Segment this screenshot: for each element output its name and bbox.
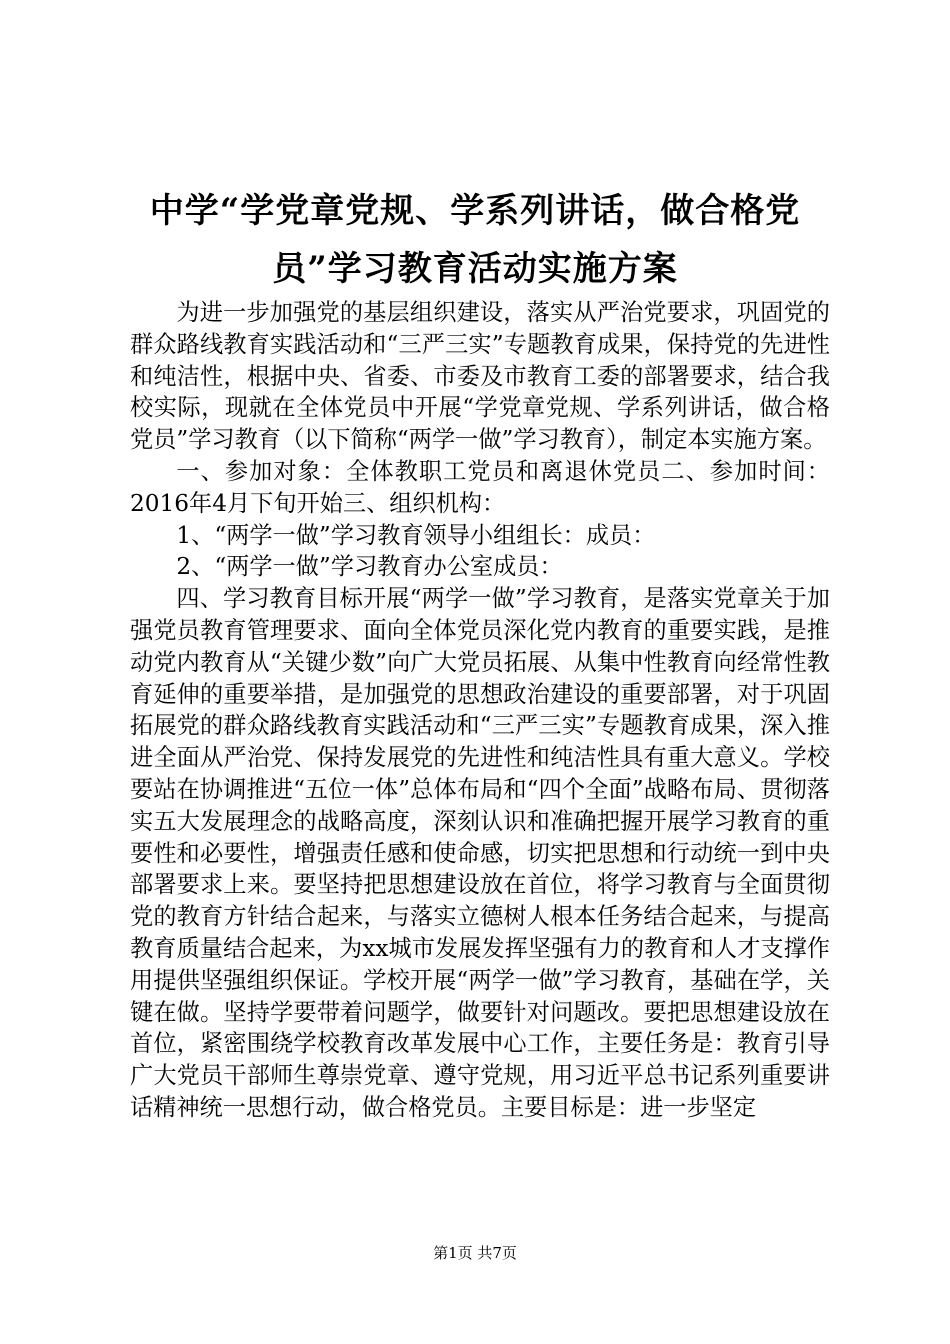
document-title: 中学“学党章党规、学系列讲话，做合格党员”学习教育活动实施方案 [149,191,801,289]
paragraph-goals: 四、学习教育目标开展“两学一做”学习教育，是落实党章关于加强党员教育管理要求、面向全体党员深化党内教育的重要实践，是推动党内教育从“关键少数”向广大党员拓展、从集中性教育向经常性教育延伸的重要举措，是加强党的思想政治建设的重要部署，对于巩固拓展党的群众路线教育实践活动和“三严三实”专题教育成果，深入推进全面从严治党、保持发展党的先进性和纯洁性具有重大意义。学校要站在协调推进“五位一体”总体布局和“四个全面”战略布局、贯彻落实五大发展理念的战略高度，深刻认识和准确把握开展学习教育的重要性和必要性，增强责任感和使命感，切实把思想和行动统一到中央部署要求上来。要坚持把思想建设放在首位，将学习教育与全面贯彻党的教育方针结合起来，与落实立德树人根本任务结合起来，与提高教育质量结合起来，为xx城市发展发挥坚强有力的教育和人才支撑作用提供坚强组织保证。学校开展“两学一做”学习教育，基础在学，关键在做。坚持学要带着问题学，做要针对问题改。要把思想建设放在首位，紧密围绕学校教育改革发展中心工作，主要任务是：教育引导广大党员干部师生尊崇党章、遵守党规，用习近平总书记系列重要讲话精神统一思想行动，做合格党员。主要目标是：进一步坚定 [130,585,830,1121]
paragraph-participants: 一、参加对象：全体教职工党员和离退休党员二、参加时间：2016年4月下旬开始三、组织机构： [130,457,830,517]
paragraph-leading-group: 1、“两学一做”学习教育领导小组组长：成员： [176,521,656,549]
document-body [130,297,830,1124]
paragraph-intro: 为进一步加强党的基层组织建设，落实从严治党要求，巩固党的群众路线教育实践活动和“三严三实”专题教育成果，保持党的先进性和纯洁性，根据中央、省委、市委及市教育工委的部署要求，结合我校实际，现就在全体党员中开展“学党章党规、学系列讲话，做合格党员”学习教育（以下简称“两学一做”学习教育），制定本实施方案。 [130,299,830,454]
page-number-footer: 第1页 共7页 [433,1244,517,1262]
paragraph-office: 2、“两学一做”学习教育办公室成员： [176,553,563,581]
